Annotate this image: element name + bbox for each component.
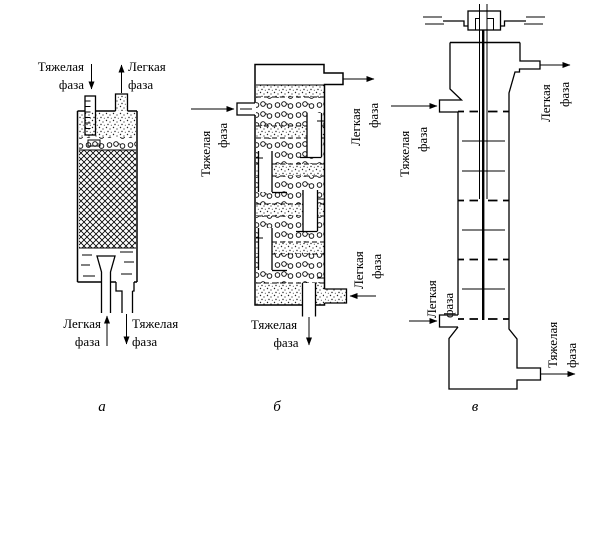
- drive-housing: [468, 11, 501, 30]
- label-light-phase-top-right: Легкая: [348, 108, 363, 146]
- caption-letter-b: б: [273, 399, 281, 415]
- label-heavy-phase-bottom: Тяжелая: [250, 317, 298, 332]
- heavy-phase-outlet-pipe: [116, 282, 134, 313]
- svg-text:фаза: фаза: [564, 342, 579, 368]
- svg-text:фаза: фаза: [215, 122, 230, 148]
- break-marks-icon: [423, 17, 545, 24]
- diagram-v: [391, 4, 579, 415]
- label-heavy-phase-left: Тяжелая: [397, 130, 412, 177]
- caption-letter-v: в: [471, 399, 479, 415]
- light-phase-outlet-pipe: [116, 94, 128, 111]
- label-light-phase-top-right: Легкая: [538, 84, 553, 122]
- light-phase-inlet-funnel: [97, 256, 115, 313]
- label-heavy-phase-left: Тяжелая: [198, 130, 213, 177]
- diagram-b: [191, 65, 384, 416]
- column-shell: [440, 43, 541, 390]
- diagram-a: [38, 59, 179, 415]
- top-interface-layer: [256, 85, 324, 97]
- svg-text:фаза: фаза: [58, 77, 84, 92]
- svg-text:фаза: фаза: [128, 77, 154, 92]
- label-heavy-phase-bottom: Тяжелая: [132, 316, 179, 331]
- svg-text:фаза: фаза: [415, 126, 430, 152]
- caption-letter-a: а: [98, 399, 106, 415]
- upper-settling-zone: [79, 112, 136, 137]
- svg-text:фаза: фаза: [441, 292, 456, 318]
- label-light-phase-bottom-left: Легкая: [424, 280, 439, 318]
- label-light-phase-top: Легкая: [128, 59, 166, 74]
- label-light-phase-bottom: Легкая: [63, 316, 101, 331]
- svg-text:фаза: фаза: [132, 334, 158, 349]
- svg-text:фаза: фаза: [366, 102, 381, 128]
- label-heavy-phase-top: Тяжелая: [37, 59, 84, 74]
- packing-bed: [79, 150, 136, 248]
- support-beam: [443, 21, 526, 26]
- svg-text:фаза: фаза: [369, 253, 384, 279]
- label-heavy-phase-bottom-right: Тяжелая: [545, 321, 560, 368]
- svg-text:фаза: фаза: [273, 335, 299, 350]
- svg-text:фаза: фаза: [74, 334, 100, 349]
- svg-text:фаза: фаза: [557, 81, 572, 107]
- label-light-phase-bottom-right: Легкая: [351, 251, 366, 289]
